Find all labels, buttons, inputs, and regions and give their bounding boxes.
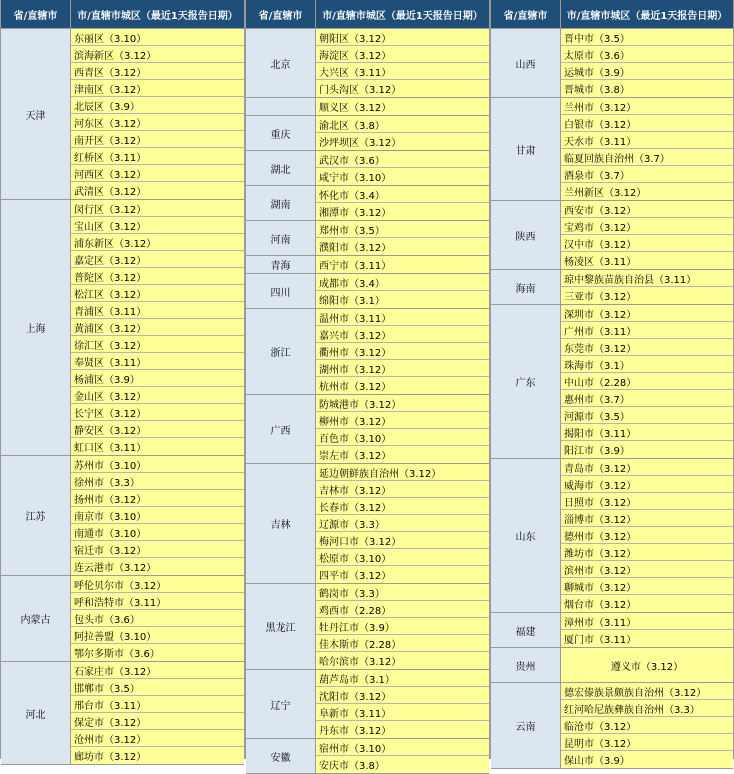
city-cell: 漳州市（3.11）	[561, 613, 733, 630]
city-cell: 阿拉善盟（3.10）	[71, 627, 244, 644]
city-cell: 保定市（3.12）	[71, 713, 244, 730]
city-cell: 佳木斯市（2.28）	[316, 635, 489, 652]
city-cell: 红桥区（3.11）	[71, 148, 244, 165]
city-cell: 湖州市（3.12）	[316, 360, 489, 377]
city-cell: 烟台市（3.12）	[561, 595, 733, 612]
city-cell: 阳江市（3.9）	[561, 441, 733, 458]
table-section-3	[490, 0, 734, 767]
city-list	[316, 186, 489, 220]
city-list	[561, 459, 733, 612]
city-cell: 徐汇区（3.12）	[71, 336, 244, 353]
city-cell: 汉中市（3.12）	[561, 235, 733, 252]
city-cell: 潍坊市（3.12）	[561, 544, 733, 561]
city-cell: 绵阳市（3.1）	[316, 291, 489, 308]
city-cell: 奉贤区（3.11）	[71, 353, 244, 370]
city-cell: 静安区（3.12）	[71, 421, 244, 438]
province-block	[491, 270, 733, 305]
city-cell: 三亚市（3.12）	[561, 287, 733, 304]
city-cell: 白银市（3.12）	[561, 115, 733, 132]
city-list	[561, 201, 733, 269]
province-block	[246, 739, 489, 774]
city-cell: 葫芦岛市（3.1）	[316, 670, 489, 687]
province-block	[491, 683, 733, 769]
city-list	[561, 305, 733, 458]
city-cell: 浦东新区（3.12）	[71, 234, 244, 251]
city-cell: 普陀区（3.12）	[71, 268, 244, 285]
city-cell: 北辰区（3.9）	[71, 97, 244, 114]
city-cell: 西安市（3.12）	[561, 201, 733, 218]
city-cell: 武清区（3.12）	[71, 182, 244, 199]
table-section-1	[0, 0, 245, 763]
city-cell: 松原市（3.10）	[316, 549, 489, 566]
city-list	[316, 670, 489, 738]
city-cell: 揭阳市（3.11）	[561, 424, 733, 441]
province-block	[1, 200, 244, 456]
city-cell: 鹤岗市（3.3）	[316, 584, 489, 601]
city-cell: 德州市（3.12）	[561, 527, 733, 544]
city-cell: 大兴区（3.11）	[316, 63, 489, 80]
city-list	[561, 98, 733, 200]
province-cell: 北京	[246, 29, 316, 97]
province-cell: 陕西	[491, 201, 561, 269]
city-cell: 徐州市（3.3）	[71, 473, 244, 490]
city-cell: 威海市（3.12）	[561, 476, 733, 493]
province-block	[246, 151, 489, 186]
province-block	[491, 648, 733, 683]
province-cell: 四川	[246, 274, 316, 308]
city-cell: 宝鸡市（3.12）	[561, 218, 733, 235]
province-cell: 贵州	[491, 648, 561, 682]
city-cell: 广州市（3.11）	[561, 322, 733, 339]
city-cell: 郑州市（3.5）	[316, 221, 489, 238]
city-cell: 沈阳市（3.12）	[316, 687, 489, 704]
city-cell: 门头沟区（3.12）	[316, 80, 489, 97]
province-block	[246, 186, 489, 221]
city-cell: 聊城市（3.12）	[561, 578, 733, 595]
city-cell: 河西区（3.12）	[71, 165, 244, 182]
city-column-header: 市/直辖市城区（最近1天报告日期）	[322, 10, 483, 22]
city-cell: 怀化市（3.4）	[316, 186, 489, 203]
city-cell: 濮阳市（3.12）	[316, 238, 489, 255]
city-list	[71, 662, 244, 764]
province-cell: 天津	[1, 29, 71, 199]
city-cell: 珠海市（3.1）	[561, 356, 733, 373]
city-cell: 兰州市（3.12）	[561, 98, 733, 115]
city-cell: 呼和浩特市（3.11）	[71, 593, 244, 610]
province-cell: 上海	[1, 200, 71, 455]
city-cell: 崇左市（3.12）	[316, 446, 489, 463]
city-cell: 嘉兴市（3.12）	[316, 326, 489, 343]
city-cell: 南京市（3.10）	[71, 507, 244, 524]
province-cell	[246, 98, 316, 115]
city-cell: 遵义市（3.12）	[561, 648, 733, 682]
city-list	[316, 29, 489, 97]
city-cell: 南开区（3.12）	[71, 131, 244, 148]
city-list	[316, 395, 489, 463]
city-cell: 湘潭市（3.12）	[316, 203, 489, 220]
city-cell: 太原市（3.6）	[561, 46, 733, 63]
province-column-header: 省/直辖市	[246, 0, 316, 28]
city-cell: 滨海新区（3.12）	[71, 46, 244, 63]
city-cell: 鄂尔多斯市（3.6）	[71, 644, 244, 661]
province-block	[1, 29, 244, 200]
city-list	[561, 613, 733, 647]
province-cell: 河南	[246, 221, 316, 255]
city-cell: 青岛市（3.12）	[561, 459, 733, 476]
city-cell: 廊坊市（3.12）	[71, 747, 244, 764]
province-block	[246, 274, 489, 309]
city-list	[316, 98, 489, 115]
province-cell: 福建	[491, 613, 561, 647]
city-cell: 石家庄市（3.12）	[71, 662, 244, 679]
city-cell: 西青区（3.12）	[71, 63, 244, 80]
city-cell: 临夏回族自治州（3.7）	[561, 149, 733, 166]
city-cell: 梅河口市（3.12）	[316, 532, 489, 549]
province-cell: 江苏	[1, 456, 71, 575]
city-cell: 中山市（2.28）	[561, 373, 733, 390]
province-cell: 甘肃	[491, 98, 561, 200]
city-list	[316, 309, 489, 394]
province-block	[246, 29, 489, 98]
city-list	[316, 151, 489, 185]
city-cell: 淄博市（3.12）	[561, 510, 733, 527]
city-cell: 红河哈尼族彝族自治州（3.3）	[561, 700, 733, 717]
city-cell: 邯郸市（3.5）	[71, 679, 244, 696]
city-cell: 温州市（3.11）	[316, 309, 489, 326]
city-cell: 丹东市（3.12）	[316, 721, 489, 738]
province-block	[246, 221, 489, 256]
city-column-header: 市/直辖市城区（最近1天报告日期）	[77, 10, 238, 22]
city-cell: 天水市（3.11）	[561, 132, 733, 149]
city-list	[71, 29, 244, 199]
city-cell: 延边朝鲜族自治州（3.12）	[316, 464, 489, 481]
table-section-2	[245, 0, 490, 772]
province-cell: 河北	[1, 662, 71, 764]
city-cell: 四平市（3.12）	[316, 566, 489, 583]
city-cell: 沙坪坝区（3.12）	[316, 133, 489, 150]
city-cell: 宿州市（3.10）	[316, 739, 489, 756]
city-cell: 南通市（3.10）	[71, 524, 244, 541]
city-cell: 嘉定区（3.12）	[71, 251, 244, 268]
city-cell: 酒泉市（3.7）	[561, 166, 733, 183]
province-block	[491, 29, 733, 98]
city-cell: 东丽区（3.10）	[71, 29, 244, 46]
province-cell: 内蒙古	[1, 576, 71, 661]
city-cell: 武汉市（3.6）	[316, 151, 489, 168]
province-cell: 安徽	[246, 739, 316, 773]
city-cell: 鸡西市（2.28）	[316, 601, 489, 618]
city-cell: 保山市（3.9）	[561, 751, 733, 768]
city-cell: 杨浦区（3.9）	[71, 370, 244, 387]
city-cell: 虹口区（3.11）	[71, 438, 244, 455]
city-cell: 顺义区（3.12）	[316, 98, 489, 115]
city-cell: 苏州市（3.10）	[71, 456, 244, 473]
city-cell: 扬州市（3.12）	[71, 490, 244, 507]
city-list	[561, 648, 733, 682]
province-block	[246, 395, 489, 464]
city-cell: 滨州市（3.12）	[561, 561, 733, 578]
province-block	[246, 584, 489, 670]
province-block	[246, 98, 489, 116]
city-cell: 日照市（3.12）	[561, 493, 733, 510]
city-list	[71, 456, 244, 575]
city-cell: 牡丹江市（3.9）	[316, 618, 489, 635]
city-list	[71, 200, 244, 455]
city-list	[316, 739, 489, 773]
city-list	[316, 221, 489, 255]
city-list	[71, 576, 244, 661]
city-cell: 哈尔滨市（3.12）	[316, 652, 489, 669]
province-block	[1, 576, 244, 662]
city-cell: 成都市（3.4）	[316, 274, 489, 291]
city-cell: 临沧市（3.12）	[561, 717, 733, 734]
city-cell: 晋城市（3.8）	[561, 80, 733, 97]
province-cell: 湖南	[246, 186, 316, 220]
province-block	[491, 201, 733, 270]
city-cell: 惠州市（3.7）	[561, 390, 733, 407]
province-block	[491, 305, 733, 459]
city-cell: 安庆市（3.8）	[316, 756, 489, 773]
city-cell: 黄浦区（3.12）	[71, 319, 244, 336]
province-column-header: 省/直辖市	[1, 0, 71, 28]
province-block	[246, 464, 489, 584]
province-block	[491, 98, 733, 201]
city-cell: 河源市（3.5）	[561, 407, 733, 424]
city-list	[316, 584, 489, 669]
city-list	[561, 683, 733, 768]
province-block	[1, 662, 244, 765]
city-cell: 包头市（3.6）	[71, 610, 244, 627]
province-cell: 山东	[491, 459, 561, 612]
province-block	[246, 256, 489, 274]
city-cell: 琼中黎族苗族自治县（3.11）	[561, 270, 733, 287]
city-list	[561, 270, 733, 304]
province-block	[1, 456, 244, 576]
province-cell: 山西	[491, 29, 561, 97]
city-cell: 杨凌区（3.11）	[561, 252, 733, 269]
province-column-header: 省/直辖市	[491, 0, 561, 28]
city-list	[561, 29, 733, 97]
city-cell: 厦门市（3.11）	[561, 630, 733, 647]
province-cell: 辽宁	[246, 670, 316, 738]
province-block	[246, 670, 489, 739]
city-cell: 长春市（3.12）	[316, 498, 489, 515]
city-cell: 渝北区（3.8）	[316, 116, 489, 133]
city-list	[316, 116, 489, 150]
city-cell: 沧州市（3.12）	[71, 730, 244, 747]
city-list	[316, 464, 489, 583]
city-cell: 晋中市（3.5）	[561, 29, 733, 46]
province-block	[246, 116, 489, 151]
city-cell: 宿迁市（3.12）	[71, 541, 244, 558]
city-cell: 运城市（3.9）	[561, 63, 733, 80]
city-cell: 吉林市（3.12）	[316, 481, 489, 498]
province-block	[491, 459, 733, 613]
header-row	[491, 0, 733, 29]
province-cell: 湖北	[246, 151, 316, 185]
city-cell: 辽源市（3.3）	[316, 515, 489, 532]
city-list	[316, 256, 489, 273]
province-cell: 黑龙江	[246, 584, 316, 669]
city-cell: 阜新市（3.11）	[316, 704, 489, 721]
city-cell: 柳州市（3.12）	[316, 412, 489, 429]
city-cell: 邢台市（3.11）	[71, 696, 244, 713]
city-list	[316, 274, 489, 308]
city-cell: 防城港市（3.12）	[316, 395, 489, 412]
province-block	[246, 309, 489, 395]
city-cell: 松江区（3.12）	[71, 285, 244, 302]
header-row	[1, 0, 244, 29]
city-cell: 衢州市（3.12）	[316, 343, 489, 360]
city-cell: 津南区（3.12）	[71, 80, 244, 97]
province-block	[491, 613, 733, 648]
province-cell: 海南	[491, 270, 561, 304]
province-cell: 重庆	[246, 116, 316, 150]
province-cell: 浙江	[246, 309, 316, 394]
city-cell: 西宁市（3.11）	[316, 256, 489, 273]
city-cell: 昆明市（3.12）	[561, 734, 733, 751]
city-cell: 闵行区（3.12）	[71, 200, 244, 217]
city-cell: 青浦区（3.11）	[71, 302, 244, 319]
city-cell: 呼伦贝尔市（3.12）	[71, 576, 244, 593]
province-cell: 广东	[491, 305, 561, 458]
province-cell: 广西	[246, 395, 316, 463]
city-cell: 海淀区（3.12）	[316, 46, 489, 63]
city-cell: 德宏傣族景颇族自治州（3.12）	[561, 683, 733, 700]
city-cell: 咸宁市（3.10）	[316, 168, 489, 185]
city-cell: 宝山区（3.12）	[71, 217, 244, 234]
city-cell: 连云港市（3.12）	[71, 558, 244, 575]
province-cell: 吉林	[246, 464, 316, 583]
province-cell: 云南	[491, 683, 561, 768]
province-cell: 青海	[246, 256, 316, 273]
city-cell: 朝阳区（3.12）	[316, 29, 489, 46]
city-cell: 深圳市（3.12）	[561, 305, 733, 322]
city-cell: 兰州新区（3.12）	[561, 183, 733, 200]
city-cell: 长宁区（3.12）	[71, 404, 244, 421]
city-cell: 金山区（3.12）	[71, 387, 244, 404]
city-column-header: 市/直辖市城区（最近1天报告日期）	[566, 10, 728, 22]
city-cell: 河东区（3.12）	[71, 114, 244, 131]
city-cell: 东莞市（3.12）	[561, 339, 733, 356]
city-cell: 百色市（3.10）	[316, 429, 489, 446]
city-cell: 杭州市（3.12）	[316, 377, 489, 394]
header-row	[246, 0, 489, 29]
